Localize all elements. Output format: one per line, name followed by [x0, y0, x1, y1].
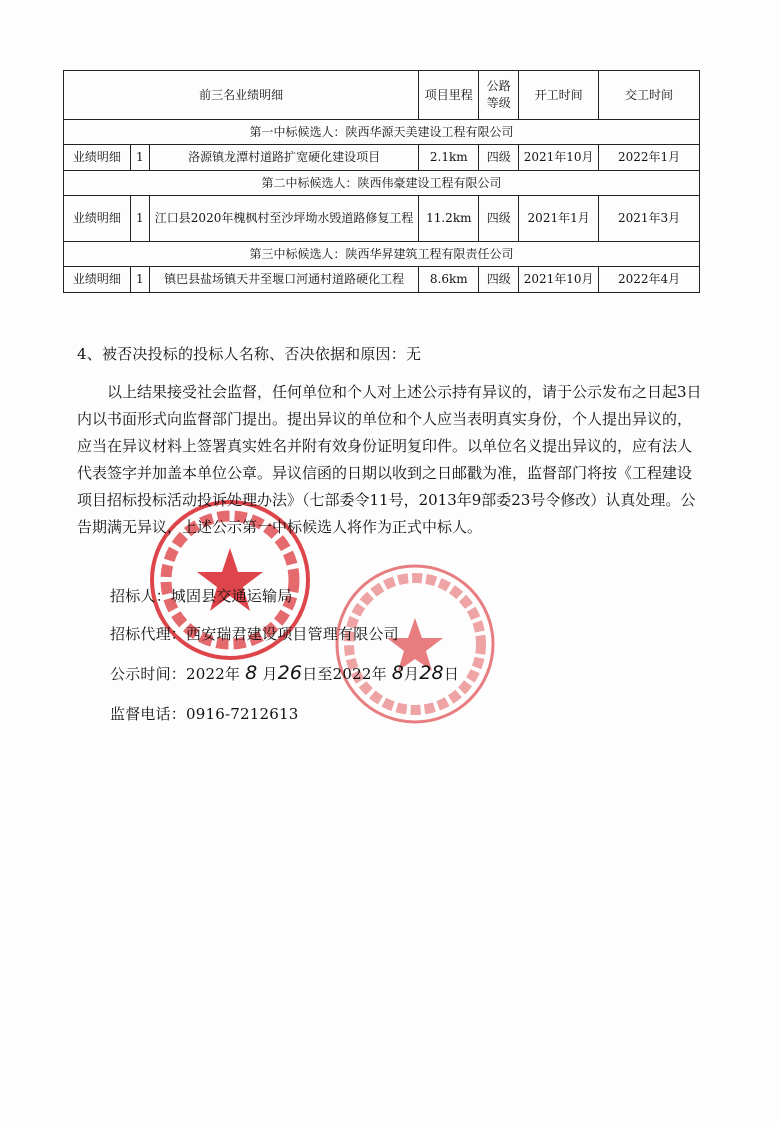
cell-mileage: 11.2km	[419, 196, 479, 242]
notice-paragraph: 以上结果接受社会监督，任何单位和个人对上述公示持有异议的，请于公示发布之日起3日内以书面形式向监督部门提出。提出异议的单位和个人应当表明真实身份，个人提出异议的，应当在异议材料上签署真实姓名并附有效身份证明复印件。以单位名义提出异议的，应有法人代表签字并加盖本单位公章。异议信函的日期以收到之日邮戳为准，监督部门将按《工程建设项目招标投标活动投诉处理办法》（七部委令11号，2013年9部委23号令修改）认真处理。公告期满无异议，上述公示第一中标候选人将作为正式中标人。	[77, 383, 702, 536]
cell-project: 江口县2020年槐枫村至沙坪坳水毁道路修复工程	[149, 196, 418, 242]
cell-grade: 四级	[479, 267, 519, 293]
header-detail: 前三名业绩明细	[64, 71, 419, 120]
candidate-row: 第二中标候选人：陕西伟豪建设工程有限公司	[64, 171, 700, 196]
header-end: 交工时间	[599, 71, 700, 120]
publicity-period-line	[110, 662, 459, 684]
to-label: 日至2022年	[302, 665, 387, 683]
tenderer-line: 招标人：城固县交通运输局	[110, 587, 293, 605]
cell-no: 1	[130, 196, 149, 242]
phone-line: 监督电话：0916-7212613	[110, 705, 299, 723]
cell-project: 镇巴县盐场镇天井至堰口河通村道路硬化工程	[149, 267, 418, 293]
cell-mileage: 2.1km	[419, 145, 479, 171]
day-label: 日	[443, 665, 460, 683]
handwritten-day-1: 26	[277, 662, 303, 684]
stamp-agent-company	[333, 562, 497, 726]
cell-mileage: 8.6km	[419, 267, 479, 293]
candidate-row: 第一中标候选人：陕西华源天美建设工程有限公司	[64, 120, 700, 145]
month-label: 月	[262, 665, 278, 683]
handwritten-day-2: 28	[419, 662, 444, 684]
section-4-text: 4、被否决投标的投标人名称、否决依据和原因：无	[77, 345, 422, 363]
header-grade: 公路等级	[479, 71, 519, 120]
cell-no: 1	[130, 145, 149, 171]
table-row	[64, 145, 700, 171]
cell-end: 2021年3月	[599, 196, 700, 242]
performance-table	[63, 70, 700, 293]
cell-label: 业绩明细	[64, 145, 131, 171]
cell-no: 1	[130, 267, 149, 293]
cell-start: 2021年10月	[519, 267, 599, 293]
cell-start: 2021年1月	[519, 196, 599, 242]
table-row	[64, 267, 700, 293]
cell-end: 2022年1月	[599, 145, 700, 171]
cell-label: 业绩明细	[64, 196, 131, 242]
cell-grade: 四级	[479, 196, 519, 242]
cell-label: 业绩明细	[64, 267, 131, 293]
header-mileage: 项目里程	[419, 71, 479, 120]
cell-grade: 四级	[479, 145, 519, 171]
table-row	[64, 196, 700, 242]
handwritten-month-2: 8	[391, 662, 405, 684]
cell-end: 2022年4月	[599, 267, 700, 293]
month-label: 月	[404, 665, 420, 683]
period-label: 公示时间：2022年	[110, 665, 241, 683]
table-header-row	[64, 71, 700, 120]
cell-project: 洛源镇龙潭村道路扩宽硬化建设项目	[149, 145, 418, 171]
cell-start: 2021年10月	[519, 145, 599, 171]
candidate-row: 第三中标候选人：陕西华昇建筑工程有限责任公司	[64, 242, 700, 267]
agent-line: 招标代理：西安瑞君建设项目管理有限公司	[110, 625, 399, 643]
handwritten-month-1: 8	[245, 662, 258, 684]
header-start: 开工时间	[519, 71, 599, 120]
